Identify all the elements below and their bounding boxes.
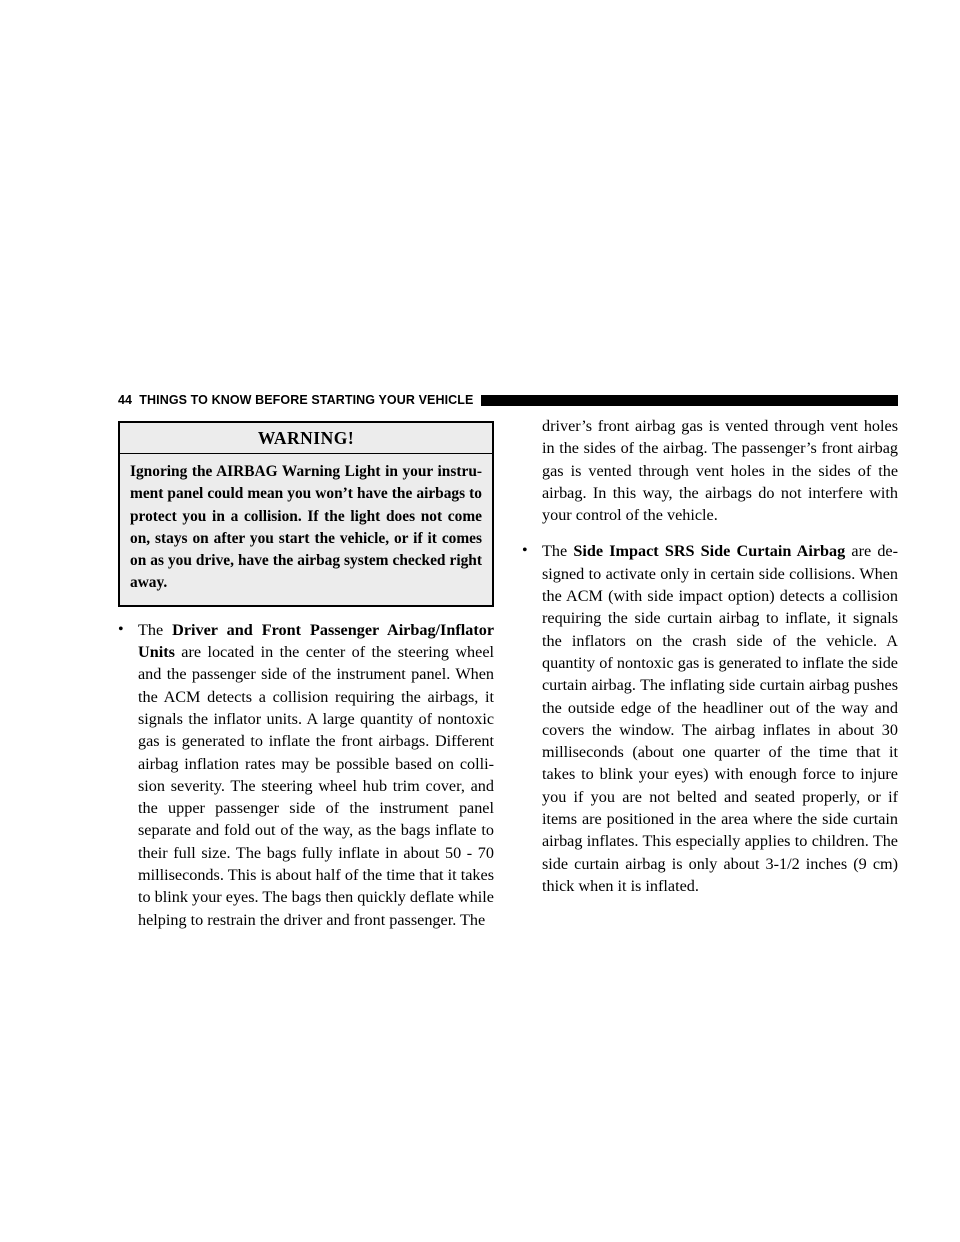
bullet-icon: • — [522, 542, 528, 560]
bullet-prefix: The — [138, 620, 164, 639]
left-column — [118, 421, 494, 931]
bullet-icon: • — [118, 620, 124, 638]
header-rule — [481, 395, 898, 406]
right-column — [522, 415, 898, 897]
continuation-paragraph: driver’s front airbag gas is vented through vent holes in the sides of the airbag. The passenger’s front airbag gas is vented through vent holes in the sides of the airbag. In this way, the airbags do not interfere with your control of the vehicle. — [542, 417, 898, 525]
page-header — [118, 390, 898, 410]
warning-box — [118, 421, 494, 607]
bullet-body: are located in the center of the steering wheel and the passenger side of the instrument panel. When the ACM detects a collision requiring the airbags, it signals the inflator units. A large quantity of nontoxic gas is generated to inflate the front airbags. Different airbag inflation rates may be possible based on colli-sion severity. The steering wheel hub trim cover, and the upper passenger side of the instrument panel separate and fold out of the way, as the bags inflate to their full size. The bags fully inflate in about 50 - 70 milliseconds. This is about half of the time that it takes to blink your eyes. The bags then quickly deflate while helping to restrain the driver and front passenger. The — [138, 643, 495, 929]
page-header-text — [118, 393, 473, 407]
bullet-bold-term: Side Impact SRS Side Curtain Airbag — [573, 542, 846, 561]
warning-body: Ignoring the AIRBAG Warning Light in your instru-ment panel could mean you won’t have the airbags to protect you in a collision. If the light does not come on, stays on after you start the vehicle, or if it comes on as you drive, have the airbag system checked right away. — [130, 463, 482, 592]
bullet-text — [542, 540, 898, 897]
bullet-item-side-curtain — [522, 540, 898, 897]
section-title: THINGS TO KNOW BEFORE STARTING YOUR VEHICLE — [139, 393, 474, 407]
bullet-item-front-airbags — [118, 619, 494, 931]
bullet-body: are de-signed to activate only in certain side collisions. When the ACM (with side impact option) detects a collision requiring the side curtain airbag to inflate, it signals the inflators on the crash side of the vehicle. A quantity of nontoxic gas is generated to inflate the side curtain airbag. The inflating side curtain airbag pushes the outside edge of the headliner out of the way and covers the window. The airbag inflates in about 30 milliseconds (about one quarter of the time that it takes to blink your eyes) with enough force to injure you if you are not belted and seated properly, or if items are positioned in the area where the side curtain airbag inflates. This especially applies to children. The side curtain airbag is only about 3-1/2 inches (9 cm) thick when it is inflated. — [542, 542, 899, 895]
bullet-prefix: The — [542, 542, 568, 561]
warning-title: WARNING! — [120, 423, 492, 454]
bullet-text — [138, 619, 494, 931]
page-number: 44 — [118, 393, 133, 407]
bullet-bold-term: Driver and Front Passenger Airbag/Inflator Units — [138, 620, 495, 662]
